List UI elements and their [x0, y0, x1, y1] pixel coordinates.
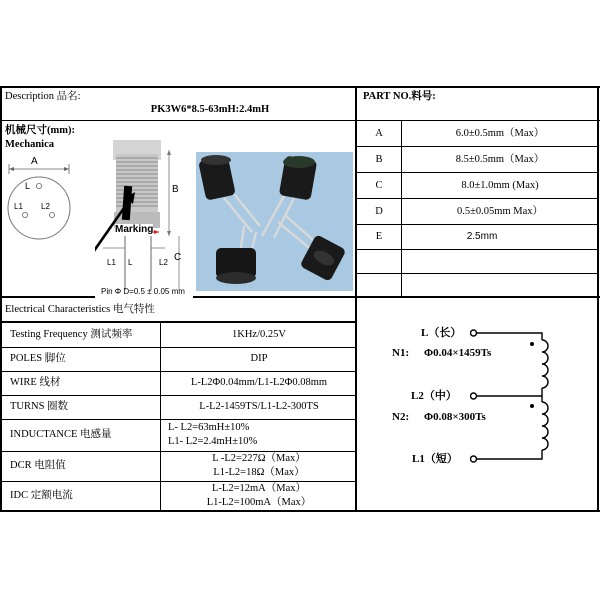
top-view-label-l: L	[25, 181, 31, 191]
elec-value-idc-2: L1-L2=100mA（Max）	[206, 497, 312, 508]
schematic-n1-spec: Φ0.04×1459Ts	[424, 347, 492, 359]
schematic-n1-label: N1:	[392, 347, 410, 359]
border-bottom	[0, 510, 600, 512]
dim-row-line	[357, 249, 598, 250]
elec-label-frequency: Testing Frequency 测试频率	[10, 329, 133, 340]
winding-schematic	[470, 320, 570, 470]
electrical-title-divider	[0, 321, 357, 323]
schematic-n2-label: N2:	[392, 411, 410, 423]
elec-value-turns: L-L2-1459TS/L1-L2-300TS	[199, 401, 319, 412]
elec-value-frequency: 1KHz/0.25V	[232, 329, 286, 340]
side-view-drawing	[95, 140, 193, 298]
elec-label-wire: WIRE 线材	[10, 377, 61, 388]
side-view-label-b: B	[172, 184, 179, 195]
elec-value-idc-1: L-L2=12mA（Max）	[212, 483, 306, 494]
elec-value-dcr-1: L -L2=227Ω（Max）	[212, 453, 306, 464]
elec-label-idc: IDC 定额电流	[10, 490, 73, 501]
product-photo	[196, 152, 353, 291]
part-no-label: PART NO.料号:	[363, 91, 436, 102]
side-view-label-l: L	[128, 258, 133, 267]
elec-value-dcr-2: L1-L2=18Ω（Max）	[213, 467, 305, 478]
mechanical-title-cn: 机械尺寸(mm):	[5, 125, 75, 136]
elec-value-wire: L-L2Φ0.04mm/L1-L2Φ0.08mm	[190, 377, 328, 388]
dim-value-a: 6.0±0.5mm（Max）	[455, 127, 545, 139]
border-left	[0, 86, 2, 512]
side-view-label-c: C	[174, 252, 182, 263]
border-top	[0, 86, 600, 88]
dim-key-e: E	[375, 231, 383, 242]
elec-label-poles: POLES 脚位	[10, 353, 66, 364]
elec-label-dcr: DCR 电阻值	[10, 460, 66, 471]
dim-value-d: 0.5±0.05mm Max）	[457, 205, 543, 217]
schematic-terminal-l2: L2（中）	[411, 390, 457, 402]
top-view-label-l1: L1	[14, 202, 23, 211]
dim-value-e: 2.5mm	[466, 231, 498, 242]
elec-row-line	[0, 481, 357, 482]
electrical-top-divider	[0, 296, 600, 298]
dim-key-a: A	[375, 127, 383, 139]
dim-key-d: D	[375, 205, 383, 217]
dim-key-c: C	[375, 179, 383, 191]
description-label: Description 品名:	[5, 91, 81, 102]
schematic-terminal-l1: L1（短）	[412, 453, 458, 465]
schematic-n2-spec: Φ0.08×300Ts	[424, 411, 486, 423]
dim-row-line	[357, 273, 598, 274]
side-view-label-l2: L2	[159, 258, 168, 267]
elec-row-line	[0, 395, 357, 396]
elec-row-line	[0, 419, 357, 420]
top-view-label-a: A	[31, 156, 38, 167]
elec-row-line	[0, 371, 357, 372]
elec-row-line	[0, 451, 357, 452]
side-view-label-l1: L1	[107, 258, 116, 267]
electrical-title: Electrical Characteristics 电气特性	[5, 304, 155, 315]
pin-diameter-note: Pin Φ D=0.5 ± 0.05 mm	[101, 287, 185, 296]
elec-value-inductance-2: L1- L2=2.4mH±10%	[168, 436, 258, 447]
elec-label-inductance: INDUCTANCE 电感量	[10, 429, 112, 440]
elec-value-inductance-1: L- L2=63mH±10%	[168, 422, 250, 433]
top-view-drawing	[3, 150, 95, 242]
top-view-label-l2: L2	[41, 202, 50, 211]
elec-label-turns: TURNS 圈数	[10, 401, 69, 412]
dim-value-c: 8.0±1.0mm (Max)	[461, 179, 539, 191]
dim-key-b: B	[375, 153, 383, 165]
dim-value-b: 8.5±0.5mm（Max）	[455, 153, 545, 165]
marking-label: Marking	[115, 224, 154, 235]
mechanical-title-en: Mechanica	[5, 139, 54, 150]
part-name: PK3W6*8.5-63mH:2.4mH	[150, 104, 270, 115]
schematic-terminal-l: L（长）	[421, 327, 462, 339]
elec-row-line	[0, 347, 357, 348]
elec-value-poles: DIP	[250, 353, 268, 364]
